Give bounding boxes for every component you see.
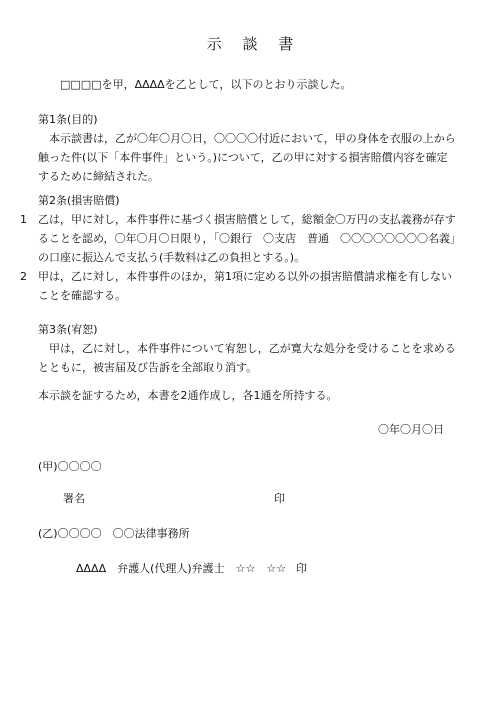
party-b-representative: ΔΔΔΔ 弁護人(代理人)弁護士 ☆☆ ☆☆ (76, 562, 287, 575)
party-a-label: (甲)〇〇〇〇 (38, 460, 102, 473)
article1-text: 本示談書は，乙が〇年〇月〇日，〇〇〇〇付近において，甲の身体を衣服の上から触った件(以下「本件事件」という。)について，乙の甲に対する損害賠償内容を確定するために締結された。 (38, 132, 456, 183)
item-text: 乙は，甲に対し，本件事件に基づく損害賠償として，総額金〇万円の支払義務が存することを認め，〇年〇月〇日限り，「〇銀行 〇支店 普通 〇〇〇〇〇〇〇〇名義」の口座に振込んで支払う(手数料は乙の負担とする。)。 (38, 213, 456, 264)
preamble: □□□□を甲，ΔΔΔΔを乙として，以下のとおり示談した。 (60, 78, 352, 91)
document-title: 示 談 書 (206, 35, 302, 53)
article1-heading: 第1条(目的) (38, 113, 98, 126)
item-text: 甲は，乙に対し，本件事件のほか，第1項に定める以外の損害賠償請求権を有しないことを確認する。 (38, 270, 452, 302)
party-b-label: (乙)〇〇〇〇 〇〇法律事務所 (38, 527, 190, 540)
article2-item-1 (20, 210, 456, 267)
article3-heading: 第3条(宥恕) (38, 323, 98, 336)
party-b-seal: 印 (296, 562, 307, 575)
article2-heading: 第2条(損害賠償) (38, 194, 120, 207)
closing-statement: 本示談を証するため，本書を2通作成し，各1通を所持する。 (38, 389, 338, 402)
party-a-signature-label: 署名 (63, 492, 85, 505)
document-date: 〇年〇月〇日 (378, 423, 444, 436)
article3-text: 甲は，乙に対し，本件事件について宥恕し，乙が寛大な処分を受けることを求めるとともに，被害届及び告訴を全部取り消す。 (38, 342, 456, 374)
item-number: 1 (20, 213, 27, 226)
article2-item-2 (20, 267, 456, 305)
item-number: 2 (20, 270, 27, 283)
party-a-seal: 印 (274, 492, 285, 505)
